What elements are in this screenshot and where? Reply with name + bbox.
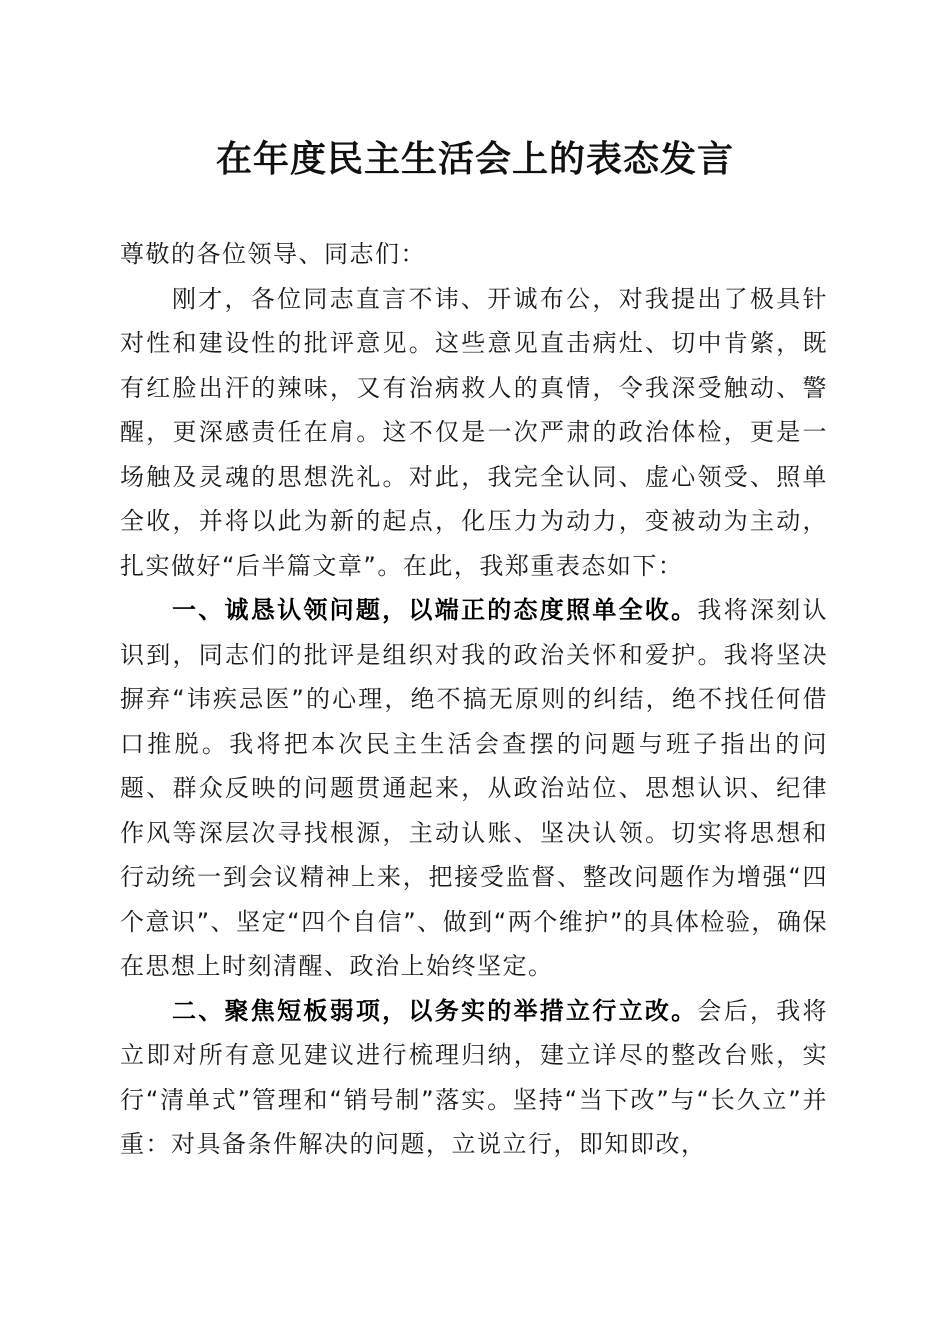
paragraph-text: 会后，我将立即对所有意见建议进行梳理归纳，建立详尽的整改台账，实行“清单式”管理和“销号制”落实。坚持“当下改”与“长久立”并重：对具备条件解决的问题，立说立行，即知即改，	[120, 996, 829, 1158]
paragraph-text: 刚才，各位同志直言不讳、开诚布公，对我提出了极具针对性和建设性的批评意见。这些意见直击病灶、切中肯綮，既有红脸出汗的辣味，又有治病救人的真情，令我深受触动、警醒，更深感责任在肩。这不仅是一次严肃的政治体检，更是一场触及灵魂的思想洗礼。对此，我完全认同、虚心领受、照单全收，并将以此为新的起点，化压力为动力，变被动为主动，扎实做好“后半篇文章”。在此，我郑重表态如下：	[120, 284, 828, 580]
paragraph-section-2	[120, 989, 828, 1167]
section-heading: 二、聚焦短板弱项，以务实的举措立行立改。	[172, 996, 698, 1025]
document-title: 在年度民主生活会上的表态发言	[215, 138, 734, 180]
section-heading: 一、诚恳认领问题，以端正的态度照单全收。	[172, 596, 698, 624]
document-body	[120, 232, 828, 1167]
paragraph-intro	[120, 277, 828, 589]
paragraph-text: 我将深刻认识到，同志们的批评是组织对我的政治关怀和爱护。我将坚决摒弃“讳疾忌医”的心理，绝不搞无原则的纠结，绝不找任何借口推脱。我将把本次民主生活会查摆的问题与班子指出的问题、群众反映的问题贯通起来，从政治站位、思想认识、纪律作风等深层次寻找根源，主动认账、坚决认领。切实将思想和行动统一到会议精神上来，把接受监督、整改问题作为增强“四个意识”、坚定“四个自信”、做到“两个维护”的具体检验，确保在思想上时刻清醒、政治上始终坚定。	[120, 596, 829, 980]
paragraph-section-1	[120, 588, 828, 989]
salutation: 尊敬的各位领导、同志们：	[120, 240, 426, 268]
